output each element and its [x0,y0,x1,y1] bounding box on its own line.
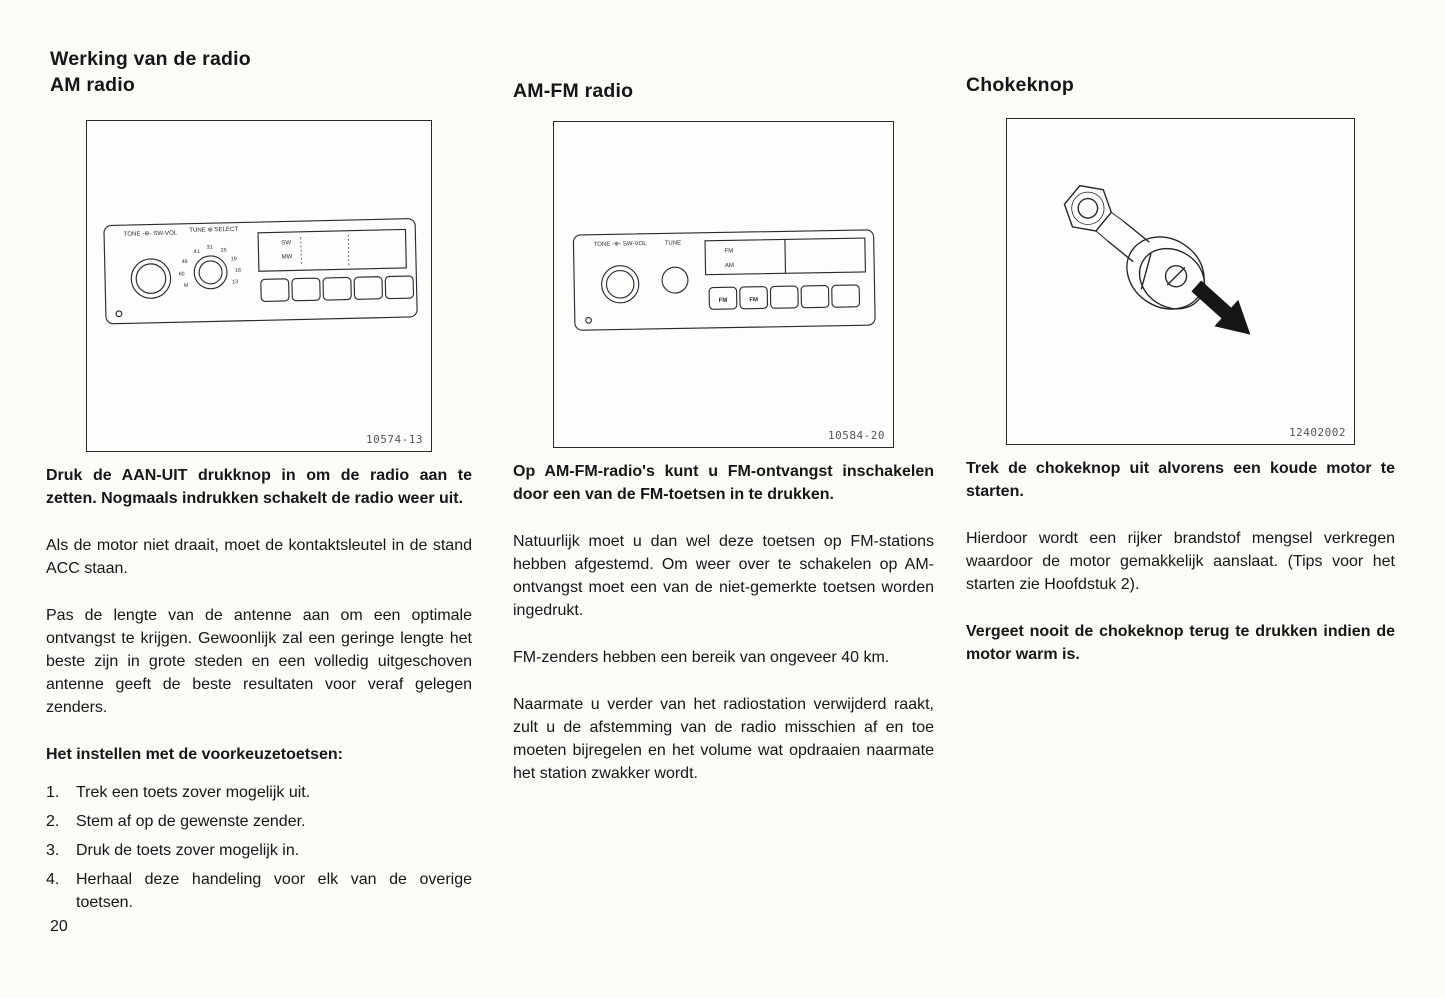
list-item [46,868,472,914]
tune-knob-label: TUNE ⊕ SELECT [189,225,239,234]
preset-steps-list [46,781,472,914]
choke-symbol-line [1167,267,1185,285]
preset-button-4 [801,285,829,307]
scale-number: 41 [193,248,200,256]
heading-line-2: AM radio [50,74,136,96]
band-sw-label: SW [281,239,292,247]
choke-shaft-bottom [1107,241,1133,262]
figure-number: 12402002 [1289,426,1346,439]
am-radio-figure [86,120,432,452]
band-mw-label: MW [281,253,293,261]
list-item-text: Trek een toets zover mogelijk uit. [76,784,311,801]
paragraph-bold: Trek de chokeknop uit alvorens een koude motor te starten. [966,460,1395,500]
tune-knob [662,267,688,293]
fm-button-label: FM [749,297,759,304]
section-heading-amfm-radio: AM-FM radio [513,80,634,102]
tone-knob-label: TONE -⊕- SW-VOL [123,229,178,238]
paragraph-bold: Druk de AAN-UIT drukknop in om de radio aan te zetten. Nogmaals indrukken schakelt de radio weer uit. [46,467,472,507]
column-chokeknop [966,46,1395,690]
dial-tick [348,235,349,266]
column-amfm-radio [513,46,934,809]
list-item-number: 4. [46,871,60,888]
scale-number: 31 [206,244,213,251]
figure-number: 10574-13 [366,433,423,446]
tone-knob [131,259,171,299]
preset-button-3 [323,277,351,300]
choke-knob-illustration [1007,119,1354,444]
list-item-text: Stem af op de gewenste zender. [76,813,306,830]
scale-number: 13 [232,279,239,286]
list-item-text: Druk de toets zover mogelijk in. [76,842,300,859]
list-item [46,781,472,804]
preset-button-5 [385,276,413,299]
band-am-label: AM [724,262,734,270]
heading-line-1: Werking van de radio [50,48,251,70]
paragraph: Naarmate u verder van het radiostation verwijderd raakt, zult u de afstemming van de radio misschien af en toe moeten bijregelen en het volume wat opdraaien naarmate het station zwakker wordt. [513,696,934,782]
preset-button-4 [354,277,382,300]
list-item-text: Herhaal deze handeling voor elk van de overige toetsen. [76,871,472,911]
shaft-collar [1111,212,1123,221]
hex-nut-inner-ring [1072,192,1104,224]
knob-face-line [1141,254,1151,290]
pull-arrow [1184,273,1262,348]
list-heading: Het instellen met de voorkeuzetoetsen: [46,746,343,763]
tune-knob-label: TUNE [664,240,682,247]
hex-nut-center [1078,199,1097,218]
scale-number: 49 [181,259,188,266]
list-item [46,810,472,833]
section-heading-am-radio [46,46,472,98]
dial-window [258,229,406,271]
paragraph: Als de motor niet draait, moet de kontaktsleutel in de stand ACC staan. [46,537,472,577]
tune-knob-inner [199,261,222,284]
paragraph: Natuurlijk moet u dan wel deze toetsen op FM-stations hebben afgestemd. Om weer over te schakelen op AM-ontvangst moet een van de niet-gemerkte toetsen worden ingedrukt. [513,533,934,619]
preset-button-5 [832,285,860,307]
shaft-collar [1096,231,1107,241]
preset-button-3 [770,286,798,308]
list-item-number: 2. [46,813,60,830]
paragraph: Hierdoor wordt een rijker brandstof mengsel verkregen waardoor de motor gemakkelijk aanslaat. (Tips voor het starten zie Hoofdstuk 2). [966,530,1395,593]
paragraph: Pas de lengte van de antenne aan om een optimale ontvangst te krijgen. Gewoonlijk zal een geringe lengte het beste zijn in grote steden en een volledig uitgeschoven antenne geeft de beste resultaten voor veraf gelegen zenders. [46,607,472,716]
list-item [46,839,472,862]
preset-button-2 [292,278,320,301]
scale-number: 25 [220,247,227,254]
scale-number: 60 [178,271,185,278]
paragraph-bold: Vergeet nooit de chokeknop terug te drukken indien de motor warm is. [966,623,1395,663]
paragraph-bold: Op AM-FM-radio's kunt u FM-ontvangst inschakelen door een van de FM-toetsen in te drukken. [513,463,934,503]
tone-knob-inner [606,270,634,298]
am-radio-illustration [87,121,431,451]
page-number: 20 [50,918,68,935]
choke-knob-figure [1006,118,1355,445]
tone-knob-label: TONE -⊕- SW-VOL [593,241,647,248]
amfm-radio-figure [553,121,894,448]
power-dot [586,317,592,323]
scale-number: M [183,282,189,289]
preset-button-1 [261,279,289,302]
scale-number: 16 [235,267,242,274]
column-am-radio [46,46,472,920]
amfm-radio-illustration [554,122,893,447]
list-item-number: 3. [46,842,60,859]
section-heading-chokeknop: Chokeknop [966,74,1074,96]
dial-divider [785,239,786,273]
power-dot [116,311,122,317]
band-fm-label: FM [724,248,734,255]
list-item-number: 1. [46,784,60,801]
paragraph: FM-zenders hebben een bereik van ongeveer 40 km. [513,649,890,666]
scale-number: 19 [230,256,237,263]
fm-button-label: FM [718,297,728,304]
tone-knob-inner [136,264,166,294]
knob-face [1128,236,1216,320]
dial-tick [301,238,302,266]
figure-number: 10584-20 [828,429,885,442]
